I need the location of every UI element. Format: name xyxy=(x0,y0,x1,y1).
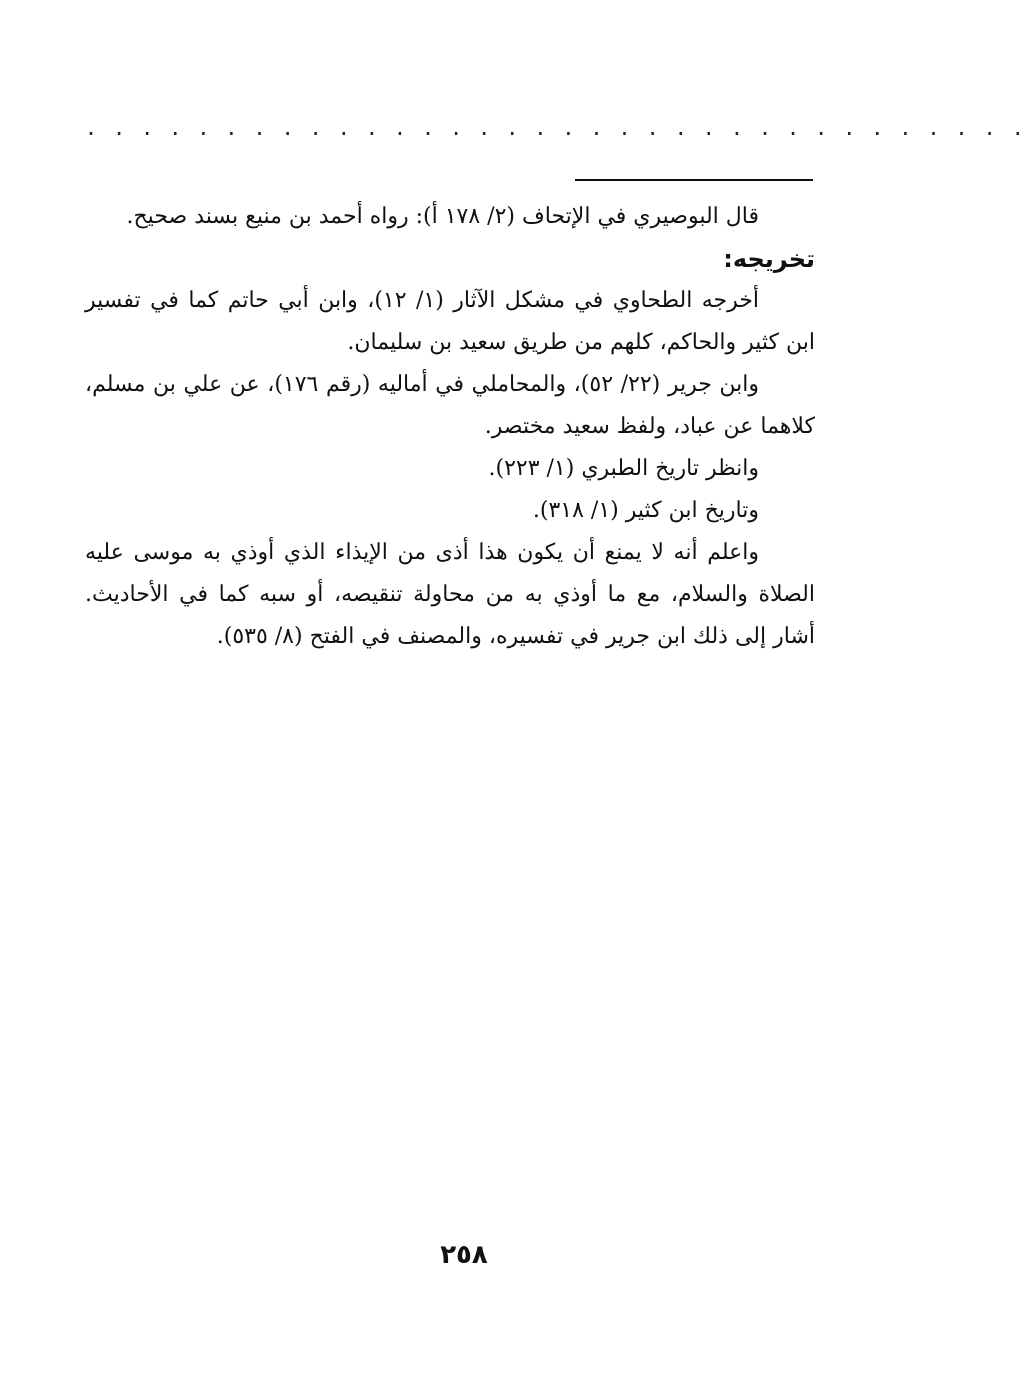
paragraph: وانظر تاريخ الطبري (١/ ٢٢٣). xyxy=(488,456,759,481)
footnote-rule xyxy=(575,179,813,181)
page-body xyxy=(85,196,815,658)
paragraph: وتاريخ ابن كثير (١/ ٣١٨). xyxy=(532,498,759,523)
dotted-separator: . . . . . . . . . . . . . . . . . . . . . . . . . . . . . . . . . . xyxy=(85,116,1026,140)
section-heading: تخريجه: xyxy=(723,245,815,273)
paragraph: أخرجه الطحاوي في مشكل الآثار (١/ ١٢)، وابن أبي حاتم كما في تفسير ابن كثير والحاكم، كلهم من طريق سعيد بن سليمان. xyxy=(85,288,815,355)
footnote-text: قال البوصيري في الإتحاف (٢/ ١٧٨ أ): رواه أحمد بن منيع بسند صحيح. xyxy=(126,204,759,229)
paragraph: وابن جرير (٢٢/ ٥٢)، والمحاملي في أماليه (رقم ١٧٦)، عن علي بن مسلم، كلاهما عن عباد، ولفظ سعيد مختصر. xyxy=(85,372,815,439)
page-number: ٢٥٨ xyxy=(440,1240,488,1270)
paragraph: واعلم أنه لا يمنع أن يكون هذا أذى من الإيذاء الذي أوذي به موسى عليه الصلاة والسلام، مع ما أوذي به من محاولة تنقيصه، أو سبه كما في الأحاديث. أشار إلى ذلك ابن جرير في تفسيره، والمصنف في الفتح (٨/ ٥٣٥). xyxy=(85,540,815,649)
